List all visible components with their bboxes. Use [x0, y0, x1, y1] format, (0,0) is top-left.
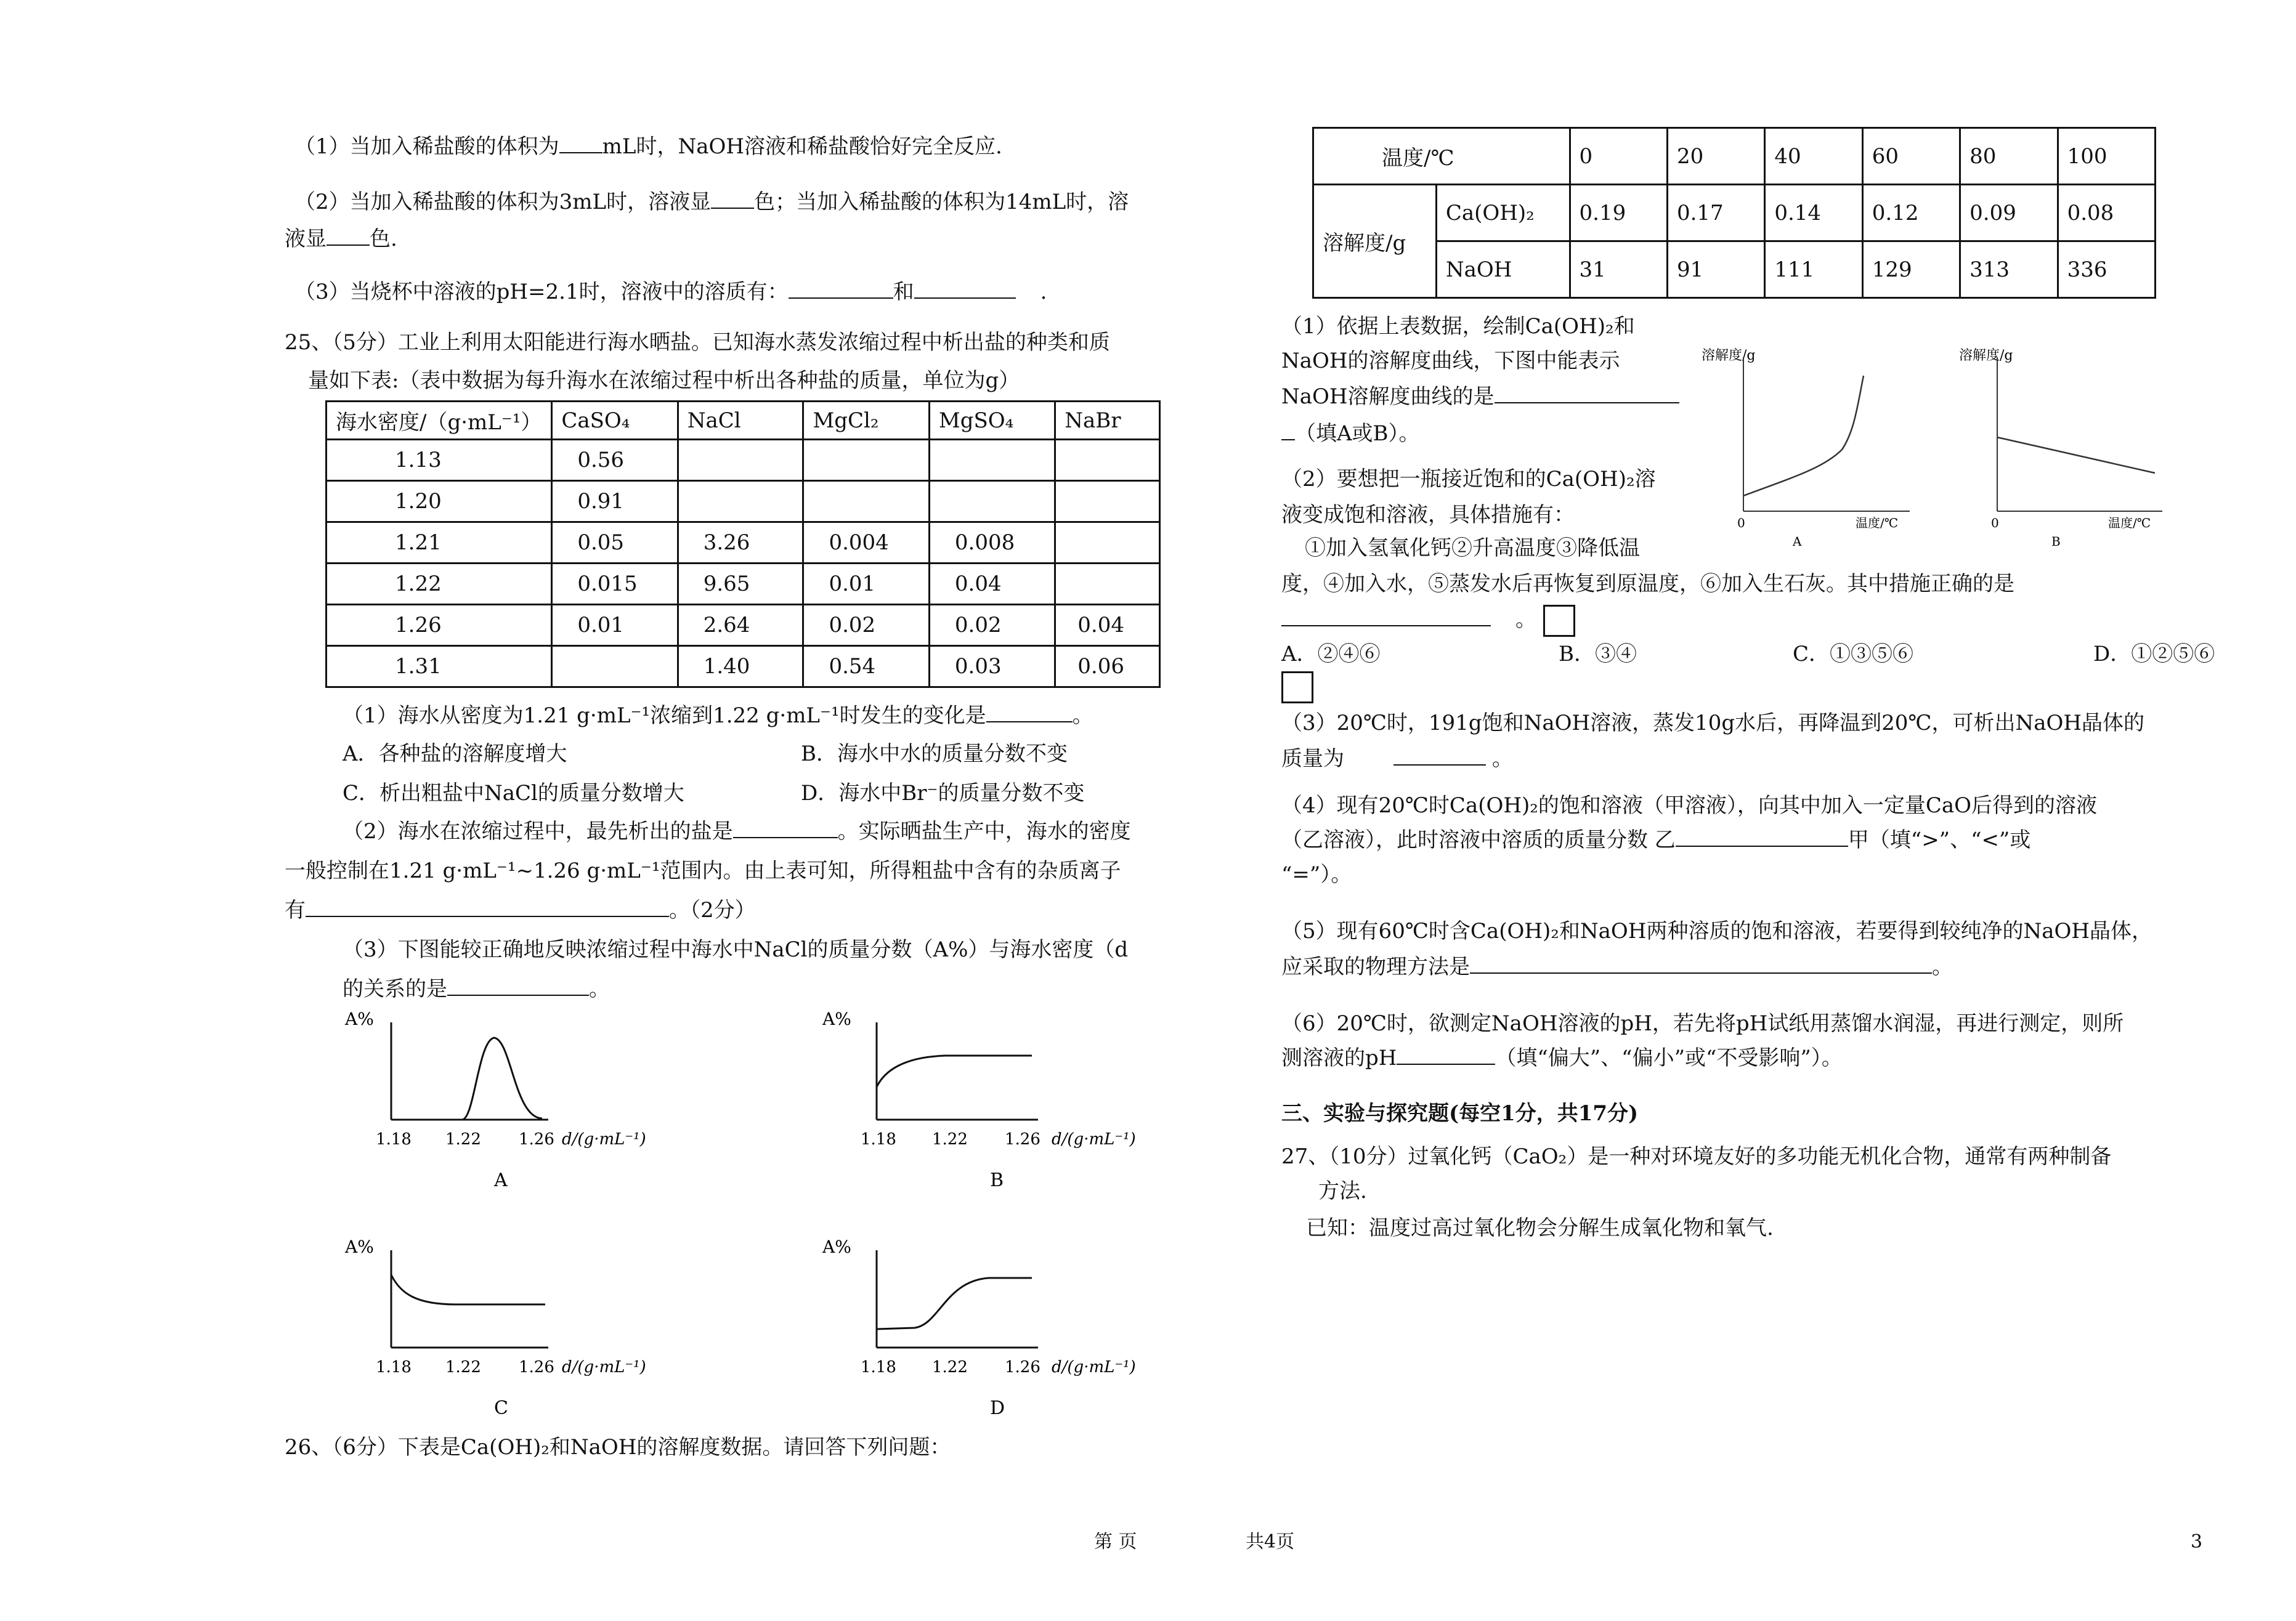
answer-blank[interactable] [733, 837, 838, 838]
q26-part2-measures: ①加入氢氧化钙②升高温度③降低温 [1305, 536, 1640, 560]
svg-text:1.26: 1.26 [1005, 1358, 1041, 1376]
mini-graph-b-curve [1997, 437, 2155, 473]
svg-text:1.26: 1.26 [519, 1130, 554, 1149]
q25-part2-cont: 一般控制在1.21 g·mL⁻¹~1.26 g·mL⁻¹范围内。由上表可知，所得粗盐中含有的杂质离子 [285, 859, 1121, 883]
graph-c [344, 1237, 646, 1419]
q27-known: 已知：温度过高过氧化物会分解生成氧化物和氧气. [1306, 1216, 1774, 1240]
answer-blank[interactable] [789, 297, 893, 299]
svg-text:A%: A% [822, 1009, 851, 1029]
svg-text:1.22: 1.22 [932, 1130, 968, 1149]
q26-part2-cont: 液变成饱和溶液，具体措施有： [1281, 503, 1575, 527]
answer-blank[interactable] [1676, 846, 1848, 847]
table-row: 1.13 0.56 [327, 440, 1160, 481]
q26-part3-cont: 质量为 。 [1281, 746, 1513, 771]
svg-text:温度/℃: 温度/℃ [1856, 515, 1899, 530]
q26-part3: （3）20℃时，191g饱和NaOH溶液，蒸发10g水后，再降温到20℃，可析出NaOH晶体的 [1281, 711, 2145, 735]
answer-blank[interactable] [914, 297, 1016, 299]
solubility-table [1312, 127, 2156, 299]
solubility-label: 溶解度/g [1313, 185, 1437, 298]
graph-d-curve [877, 1278, 1032, 1329]
mini-graph-b [1959, 348, 2162, 549]
graph-b [822, 1009, 1136, 1191]
q25-part2: （2）海水在浓缩过程中，最先析出的盐是 。实际晒盐生产中，海水的密度 [343, 819, 1131, 844]
q24-part1: （1）当加入稀盐酸的体积为 mL时，NaOH溶液和稀盐酸恰好完全反应. [294, 134, 1002, 159]
graph-a-curve [462, 1038, 542, 1120]
table-header-cell: MgSO₄ [929, 402, 1055, 440]
q25-option-d: D．海水中Br⁻的质量分数不变 [801, 781, 1085, 806]
q26-option-b: B．③④ [1559, 642, 1637, 666]
q25-title: 25、（5分）工业上利用太阳能进行海水晒盐。已知海水蒸发浓缩过程中析出盐的种类和质 [285, 330, 1110, 355]
svg-text:0: 0 [1737, 515, 1745, 530]
q26-option-d: D．①②⑤⑥ [2093, 642, 2215, 666]
svg-text:1.18: 1.18 [861, 1130, 896, 1149]
svg-text:1.22: 1.22 [445, 1130, 481, 1149]
salt-table [325, 400, 1161, 688]
table-row: 1.20 0.91 [327, 481, 1160, 522]
svg-text:0: 0 [1991, 515, 1999, 530]
svg-text:d/(g·mL⁻¹): d/(g·mL⁻¹) [562, 1358, 646, 1376]
graph-b-label: B [990, 1170, 1004, 1191]
q25-option-b: B．海水中水的质量分数不变 [801, 742, 1068, 766]
table-row: 1.31 1.40 0.54 0.03 0.06 [327, 646, 1160, 687]
q27-title-cont: 方法. [1318, 1179, 1367, 1203]
q25-part3: （3）下图能较正确地反映浓缩过程中海水中NaCl的质量分数（A%）与海水密度（d [343, 937, 1129, 962]
table-row: NaOH 31 91 111 129 313 336 [1313, 241, 2156, 298]
mini-graph-b-label: B [2051, 534, 2061, 549]
answer-blank[interactable] [1470, 972, 1932, 974]
graph-a-label: A [494, 1170, 508, 1191]
q26-part2-measures-cont: 度，④加入水，⑤蒸发水后再恢复到原温度，⑥加入生石灰。其中措施正确的是 [1281, 572, 2014, 596]
answer-blank[interactable] [1281, 439, 1295, 440]
table-header-cell: NaBr [1055, 402, 1160, 440]
q26-part4-cont: （乙溶液），此时溶液中溶质的质量分数 乙 甲（填“>”、“<”或 [1281, 828, 2031, 852]
q24-part3: （3）当烧杯中溶液的pH=2.1时，溶液中的溶质有： 和 . [294, 280, 1047, 304]
graph-a-ylabel: A% [345, 1009, 374, 1029]
answer-blank[interactable] [1393, 764, 1486, 766]
q26-part1: （1）依据上表数据，绘制Ca(OH)₂和 [1281, 314, 1635, 339]
table-header-cell: CaSO₄ [552, 402, 678, 440]
q26-part1-cont: NaOH的溶解度曲线，下图中能表示 [1281, 349, 1620, 373]
svg-text:溶解度/g: 溶解度/g [1959, 348, 2013, 363]
table-header-row: 温度/℃ 0 20 40 60 80 100 [1313, 128, 2156, 185]
graph-group-right [822, 1004, 1167, 1423]
q26-part1-cont2: NaOH溶解度曲线的是 [1281, 383, 1679, 410]
graph-c-curve [391, 1275, 545, 1304]
mini-graph-a-label: A [1793, 534, 1802, 549]
svg-text:1.26: 1.26 [519, 1358, 554, 1376]
answer-blank[interactable] [559, 152, 602, 153]
q24-part2-cont: 液显 色. [285, 227, 397, 251]
table-row: 溶解度/g Ca(OH)₂ 0.19 0.17 0.14 0.12 0.09 0.08 [1313, 185, 2156, 241]
q26-part4: （4）现有20℃时Ca(OH)₂的饱和溶液（甲溶液），向其中加入一定量CaO后得到的溶液 [1281, 793, 2098, 818]
answer-blank[interactable] [306, 916, 669, 917]
table-header-row [327, 402, 1160, 440]
svg-text:d/(g·mL⁻¹): d/(g·mL⁻¹) [562, 1130, 646, 1149]
q26-option-c: C．①③⑤⑥ [1793, 642, 1914, 666]
table-header-cell: 温度/℃ [1313, 128, 1570, 185]
answer-blank[interactable] [711, 208, 754, 209]
svg-text:d/(g·mL⁻¹): d/(g·mL⁻¹) [1052, 1130, 1136, 1149]
q26-option-a: A．②④⑥ [1281, 642, 1381, 666]
q26-part5: （5）现有60℃时含Ca(OH)₂和NaOH两种溶质的饱和溶液，若要得到较纯净的NaOH晶体， [1281, 919, 2152, 944]
svg-text:1.22: 1.22 [932, 1358, 968, 1376]
graph-group-left [333, 1004, 678, 1423]
q26-title: 26、（6分）下表是Ca(OH)₂和NaOH的溶解度数据。请回答下列问题： [285, 1435, 951, 1460]
svg-text:1.26: 1.26 [1005, 1130, 1041, 1149]
q24-part2: （2）当加入稀盐酸的体积为3mL时，溶液显 色；当加入稀盐酸的体积为14mL时，溶 [294, 190, 1129, 214]
q27-title: 27、（10分）过氧化钙（CaO₂）是一种对环境友好的多功能无机化合物，通常有两种制备 [1281, 1144, 2112, 1169]
answer-blank[interactable] [986, 721, 1073, 722]
solubility-mini-graphs [1700, 345, 2181, 554]
graph-c-label: C [494, 1397, 508, 1419]
table-header-cell: 海水密度/（g·mL⁻¹） [327, 402, 552, 440]
graph-d-label: D [990, 1397, 1005, 1419]
mini-graph-a-curve [1743, 376, 1864, 496]
q26-part1-cont3: （填A或B）。 [1281, 420, 1420, 447]
answer-box[interactable] [1543, 605, 1575, 637]
graph-d [822, 1237, 1136, 1419]
answer-blank[interactable] [327, 245, 370, 246]
q25-part2-ions: 有 。（2分） [285, 898, 756, 923]
graph-b-curve [877, 1056, 1032, 1087]
table-header-cell: MgCl₂ [803, 402, 929, 440]
answer-blank[interactable] [1397, 1064, 1495, 1065]
table-row: 1.26 0.01 2.64 0.02 0.02 0.04 [327, 605, 1160, 646]
q25-option-a: A．各种盐的溶解度增大 [343, 742, 567, 766]
mini-graph-a [1702, 348, 1910, 549]
svg-text:A%: A% [822, 1237, 851, 1257]
page-total: 共4页 [1246, 1531, 1295, 1553]
q26-part2-answer: 。 [1281, 605, 1575, 637]
svg-text:d/(g·mL⁻¹): d/(g·mL⁻¹) [1052, 1358, 1136, 1376]
q26-part6: （6）20℃时，欲测定NaOH溶液的pH，若先将pH试纸用蒸馏水润湿，再进行测定，则所 [1281, 1011, 2124, 1036]
page-number-label: 第 页 [1094, 1531, 1137, 1553]
answer-blank[interactable] [1281, 625, 1491, 626]
answer-blank[interactable] [447, 995, 589, 996]
q25-part1: （1）海水从密度为1.21 g·mL⁻¹浓缩到1.22 g·mL⁻¹时发生的变化是 。 [343, 703, 1093, 728]
answer-blank[interactable] [1495, 402, 1679, 403]
q25-title-cont: 量如下表:（表中数据为每升海水在浓缩过程中析出各种盐的质量，单位为g） [308, 368, 1020, 393]
section-3-heading: 三、实验与探究题(每空1分，共17分) [1281, 1101, 1639, 1126]
graph-a [344, 1009, 646, 1191]
answer-box[interactable] [1281, 671, 1313, 703]
q26-part2: （2）要想把一瓶接近饱和的Ca(OH)₂溶 [1281, 467, 1656, 491]
table-row: 1.21 0.05 3.26 0.004 0.008 [327, 522, 1160, 564]
q26-part6-cont: 测溶液的pH （填“偏大”、“偏小”或“不受影响”）。 [1281, 1046, 1843, 1070]
svg-text:1.18: 1.18 [376, 1358, 412, 1376]
table-row: 1.22 0.015 9.65 0.01 0.04 [327, 564, 1160, 605]
q26-part5-cont: 应采取的物理方法是 。 [1281, 955, 1953, 979]
q25-part3-cont: 的关系的是 。 [343, 977, 610, 1001]
q25-option-c: C．析出粗盐中NaCl的质量分数增大 [343, 781, 684, 806]
page-number: 3 [2191, 1531, 2203, 1553]
table-header-cell: NaCl [678, 402, 803, 440]
q26-part4-cont2: “=”）。 [1281, 862, 1352, 887]
svg-text:A%: A% [345, 1237, 374, 1257]
svg-text:1.22: 1.22 [445, 1358, 481, 1376]
svg-text:温度/℃: 温度/℃ [2108, 515, 2151, 530]
svg-text:1.18: 1.18 [376, 1130, 412, 1149]
svg-text:1.18: 1.18 [861, 1358, 896, 1376]
mini-graph-a-ylabel: 溶解度/g [1702, 348, 1756, 363]
